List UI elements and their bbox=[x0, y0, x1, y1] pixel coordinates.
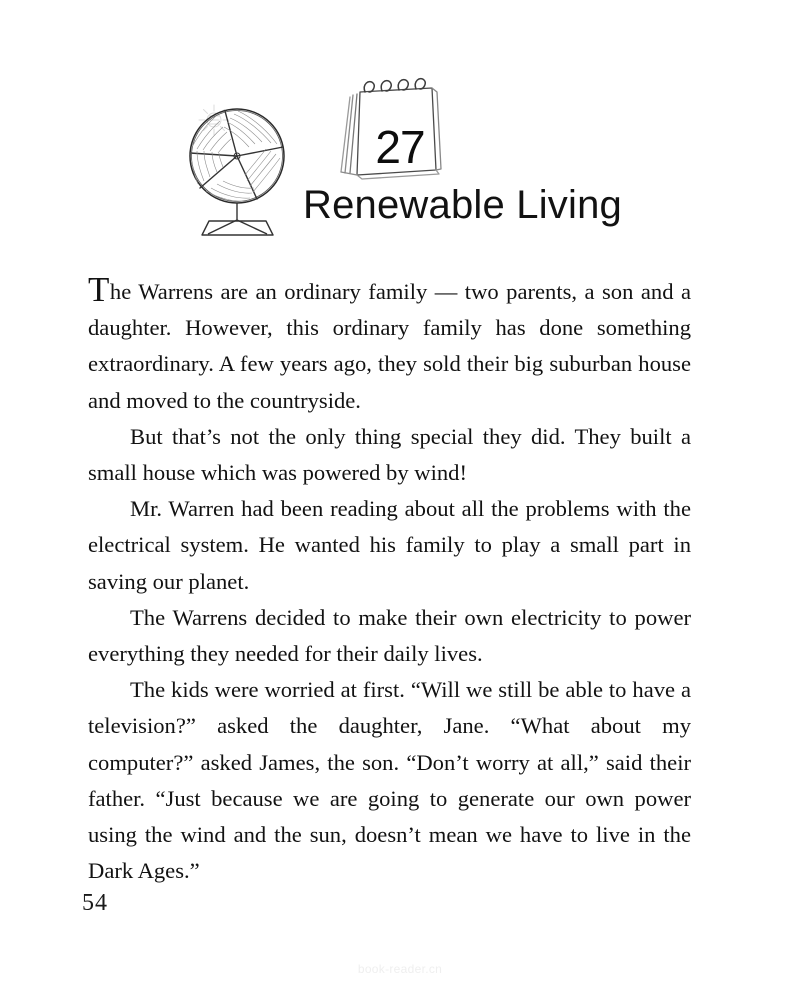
flip-calendar-icon bbox=[324, 74, 450, 190]
paragraph-5: The kids were worried at first. “Will we still be able to have a television?” asked the daughter, Jane. “What about my computer?” asked James, the son. “Don’t worry at all,” said their father. “Just because we are going to generate our own power using the wind and the sun, doesn’t mean we have to live in the Dark Ages.” bbox=[88, 677, 691, 884]
page-number: 54 bbox=[82, 890, 108, 916]
paragraph-4: The Warrens decided to make their own electricity to power everything they needed for their daily lives. bbox=[88, 604, 691, 667]
paragraph-2: But that’s not the only thing special they did. They built a small house which was powered by wind! bbox=[88, 423, 691, 486]
paragraph-1 bbox=[88, 270, 691, 419]
hand-drawn-fan-icon bbox=[178, 98, 298, 238]
site-watermark: book-reader.cn bbox=[357, 962, 443, 976]
chapter-header bbox=[0, 0, 800, 260]
paragraph-1-text: he Warrens are an ordinary family — two parents, a son and a daughter. However, this ordinary family has done something extraordinary. A few years ago, they sold their big suburban house and moved to the countryside. bbox=[88, 279, 691, 413]
chapter-number: 27 bbox=[375, 121, 425, 173]
chapter-title: Renewable Living bbox=[303, 183, 622, 227]
body-text bbox=[88, 270, 691, 889]
paragraph-3: Mr. Warren had been reading about all the problems with the electrical system. He wanted his family to play a small part in saving our planet. bbox=[88, 496, 691, 594]
paragraph-initial: T bbox=[88, 270, 110, 309]
